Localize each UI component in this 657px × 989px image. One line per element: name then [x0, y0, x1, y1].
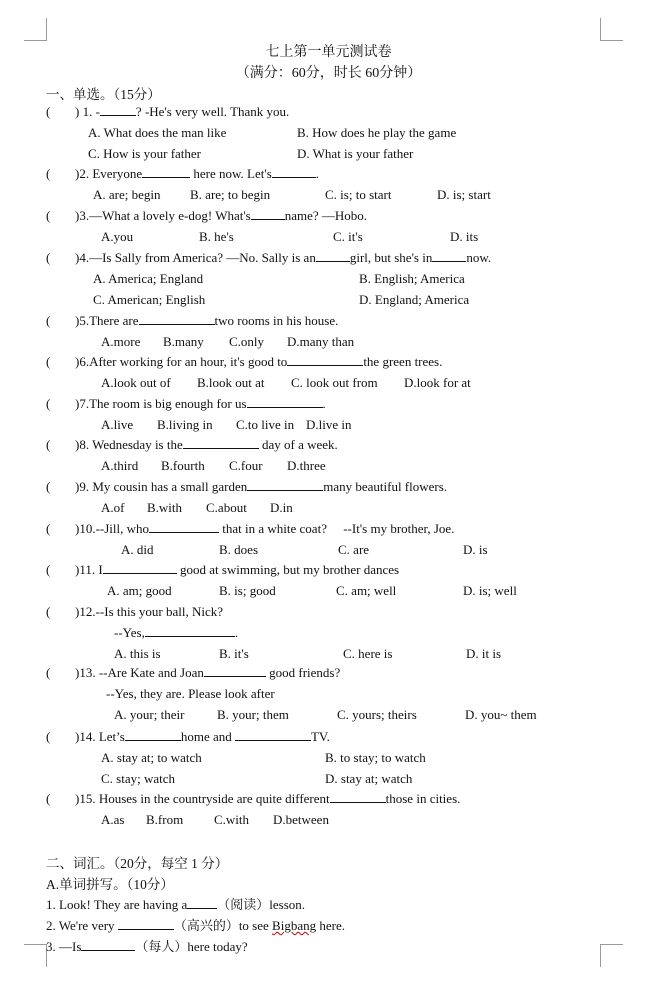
answer-option: C. look out from — [291, 375, 378, 390]
answer-option: A. did — [121, 542, 154, 557]
question-stem — [75, 354, 442, 370]
answer-option: B. is; good — [219, 583, 276, 598]
answer-blank — [272, 166, 316, 178]
answer-paren: ( — [46, 354, 51, 369]
page-corner-mark-bottom-right — [600, 944, 623, 967]
answer-option: D.in — [270, 500, 293, 515]
answer-paren: ( — [46, 729, 51, 744]
answer-blank — [145, 625, 235, 637]
question-stem — [75, 479, 447, 495]
question-text: the green trees. — [363, 354, 443, 369]
answer-paren: ( — [46, 208, 51, 223]
question-subline — [114, 625, 238, 641]
answer-option: C. stay; watch — [101, 771, 176, 786]
answer-blank — [204, 665, 266, 677]
answer-option: B. it's — [219, 646, 249, 661]
answer-option: B.from — [146, 812, 184, 827]
answer-blank — [251, 208, 285, 220]
answer-option: A. What does the man like — [88, 125, 227, 140]
answer-option: C. American; English — [93, 292, 206, 307]
answer-option: D. England; America — [359, 292, 470, 307]
answer-option: C. is; to start — [325, 187, 392, 202]
section2-sub-a: A.单词拼写。（10分） — [46, 877, 174, 892]
question-text: those in cities. — [385, 791, 461, 806]
answer-paren: ( — [46, 166, 51, 181]
question-text: )8. Wednesday is the — [75, 437, 183, 452]
vocab-text: 1. Look! They are having a — [46, 897, 188, 912]
vocab-text: 2. We're very — [46, 918, 118, 933]
answer-paren: ( — [46, 396, 51, 411]
answer-blank — [103, 562, 177, 574]
answer-paren: ( — [46, 313, 51, 328]
vocab-text: （每人）here today? — [135, 939, 248, 954]
answer-option: D. its — [450, 229, 479, 244]
answer-option: C. am; well — [336, 583, 397, 598]
question-text: )14. Let’s — [75, 729, 125, 744]
question-text: --Yes, they are. Please look after — [106, 686, 275, 701]
answer-blank — [247, 479, 323, 491]
question-text: )15. Houses in the countryside are quite different — [75, 791, 330, 806]
page-corner-mark-top-right — [600, 18, 623, 41]
question-text: . — [315, 166, 320, 181]
answer-option: A. are; begin — [93, 187, 161, 202]
answer-option: C.only — [229, 334, 265, 349]
answer-blank — [235, 729, 311, 741]
question-text: )7.The room is big enough for us — [75, 396, 247, 411]
vocab-text: （阅读）lesson. — [217, 897, 306, 912]
answer-option: D. is; well — [463, 583, 517, 598]
page-title: 七上第一单元测试卷 — [265, 45, 392, 60]
answer-option: A. your; their — [114, 707, 185, 722]
answer-option: D.many than — [287, 334, 355, 349]
vocab-item — [46, 936, 248, 955]
question-text: good friends? — [265, 665, 341, 680]
question-text: ) 1. - — [75, 104, 100, 119]
answer-option: B. How does he play the game — [297, 125, 457, 140]
answer-option: B.many — [163, 334, 204, 349]
answer-blank — [149, 521, 219, 533]
question-text: )3.—What a lovely e-dog! What's — [75, 208, 251, 223]
vocab-text: 3. —Is — [46, 939, 82, 954]
question-stem — [75, 665, 340, 681]
section2-heading: 二、词汇。（20分，每空 1 分） — [46, 856, 229, 871]
question-stem — [75, 104, 289, 120]
answer-option: B.with — [147, 500, 183, 515]
answer-option: D.look for at — [404, 375, 471, 390]
question-text: girl, but she's in — [349, 250, 433, 265]
question-stem — [75, 791, 460, 807]
answer-option: D. is; start — [437, 187, 491, 202]
answer-option: A.as — [101, 812, 125, 827]
answer-option: B.living in — [157, 417, 213, 432]
answer-option: D. you~ them — [465, 707, 537, 722]
answer-paren: ( — [46, 479, 51, 494]
question-text: --Yes, — [114, 625, 145, 640]
answer-paren: ( — [46, 104, 51, 119]
question-text: )4.—Is Sally from America? —No. Sally is an — [75, 250, 316, 265]
question-text: )5.There are — [75, 313, 139, 328]
answer-option: B. to stay; to watch — [325, 750, 426, 765]
answer-option: C. here is — [343, 646, 393, 661]
question-text: )9. My cousin has a small garden — [75, 479, 248, 494]
question-text: many beautiful flowers. — [323, 479, 448, 494]
question-stem — [75, 396, 326, 412]
question-stem — [75, 166, 319, 182]
answer-blank — [316, 250, 350, 262]
answer-option: B. your; them — [217, 707, 289, 722]
question-text: TV. — [310, 729, 330, 744]
answer-blank — [287, 354, 363, 366]
question-stem — [75, 313, 338, 329]
question-text: )2. Everyone — [75, 166, 143, 181]
vocab-text-spellcheck: Bigbang — [272, 918, 317, 933]
answer-paren: ( — [46, 665, 51, 680]
answer-option: B.fourth — [161, 458, 205, 473]
question-stem — [75, 437, 338, 453]
answer-blank — [432, 250, 466, 262]
answer-option: C.about — [206, 500, 247, 515]
answer-blank — [183, 437, 259, 449]
answer-option: C. How is your father — [88, 146, 202, 161]
question-stem — [75, 604, 223, 620]
answer-option: D. is — [463, 542, 488, 557]
answer-option: D.between — [273, 812, 329, 827]
answer-option: A. am; good — [107, 583, 172, 598]
page-corner-mark-bottom-left — [24, 944, 47, 967]
vocab-item — [46, 894, 305, 913]
question-text: . — [234, 625, 239, 640]
answer-paren: ( — [46, 604, 51, 619]
vocab-text: （高兴的）to see — [173, 918, 273, 933]
answer-blank — [118, 918, 174, 930]
answer-option: A.more — [101, 334, 141, 349]
section1-heading: 一、单选。（15分） — [46, 87, 161, 102]
question-text: )12.--Is this your ball, Nick? — [75, 604, 224, 619]
answer-option: A.you — [101, 229, 134, 244]
answer-option: B. are; to begin — [190, 187, 271, 202]
answer-option: A. stay at; to watch — [101, 750, 202, 765]
answer-blank — [247, 396, 323, 408]
question-text: good at swimming, but my brother dances — [176, 562, 400, 577]
answer-option: C. are — [338, 542, 370, 557]
question-stem — [75, 521, 454, 537]
question-text: . — [322, 396, 326, 411]
answer-blank — [142, 166, 190, 178]
answer-option: A.look out of — [101, 375, 171, 390]
answer-blank — [330, 791, 386, 803]
answer-option: C. yours; theirs — [337, 707, 417, 722]
answer-option: A.third — [101, 458, 139, 473]
question-text: )6.After working for an hour, it's good to — [75, 354, 288, 369]
question-stem — [75, 729, 330, 745]
question-stem — [75, 208, 367, 224]
answer-option: D.three — [287, 458, 326, 473]
answer-paren: ( — [46, 562, 51, 577]
answer-option: C.to live in — [236, 417, 295, 432]
question-text: )11. I — [75, 562, 103, 577]
answer-paren: ( — [46, 521, 51, 536]
answer-blank — [187, 897, 217, 909]
question-subline — [106, 686, 275, 702]
page-subtitle: （满分：60分，时长 60分钟） — [235, 66, 422, 81]
answer-blank — [125, 729, 181, 741]
answer-blank — [100, 104, 136, 116]
answer-paren: ( — [46, 791, 51, 806]
answer-option: A.live — [101, 417, 134, 432]
vocab-text: here. — [316, 918, 345, 933]
answer-paren: ( — [46, 437, 51, 452]
question-text: two rooms in his house. — [214, 313, 339, 328]
vocab-item — [46, 915, 345, 934]
answer-blank — [81, 939, 135, 951]
answer-option: D. stay at; watch — [325, 771, 413, 786]
question-text: home and — [180, 729, 235, 744]
question-text: )10.--Jill, who — [75, 521, 150, 536]
answer-option: C.with — [214, 812, 250, 827]
answer-option: D. What is your father — [297, 146, 414, 161]
answer-option: A. America; England — [93, 271, 204, 286]
answer-option: B. he's — [199, 229, 234, 244]
answer-option: C. it's — [333, 229, 363, 244]
question-text: day of a week. — [258, 437, 338, 452]
answer-option: B. English; America — [359, 271, 465, 286]
answer-paren: ( — [46, 250, 51, 265]
question-text: name? —Hobo. — [284, 208, 368, 223]
answer-option: B. does — [219, 542, 258, 557]
question-text: here now. Let's — [190, 166, 272, 181]
question-text: that in a white coat? --It's my brother, Joe. — [219, 521, 455, 536]
answer-option: D.live in — [306, 417, 352, 432]
answer-blank — [139, 313, 215, 325]
question-stem — [75, 562, 399, 578]
answer-option: A.of — [101, 500, 125, 515]
question-text: now. — [466, 250, 492, 265]
page-corner-mark-top-left — [24, 18, 47, 41]
answer-option: B.look out at — [197, 375, 265, 390]
answer-option: D. it is — [466, 646, 502, 661]
question-stem — [75, 250, 491, 266]
question-text: )13. --Are Kate and Joan — [75, 665, 204, 680]
question-text: ? -He's very well. Thank you. — [135, 104, 290, 119]
answer-option: A. this is — [114, 646, 161, 661]
answer-option: C.four — [229, 458, 263, 473]
